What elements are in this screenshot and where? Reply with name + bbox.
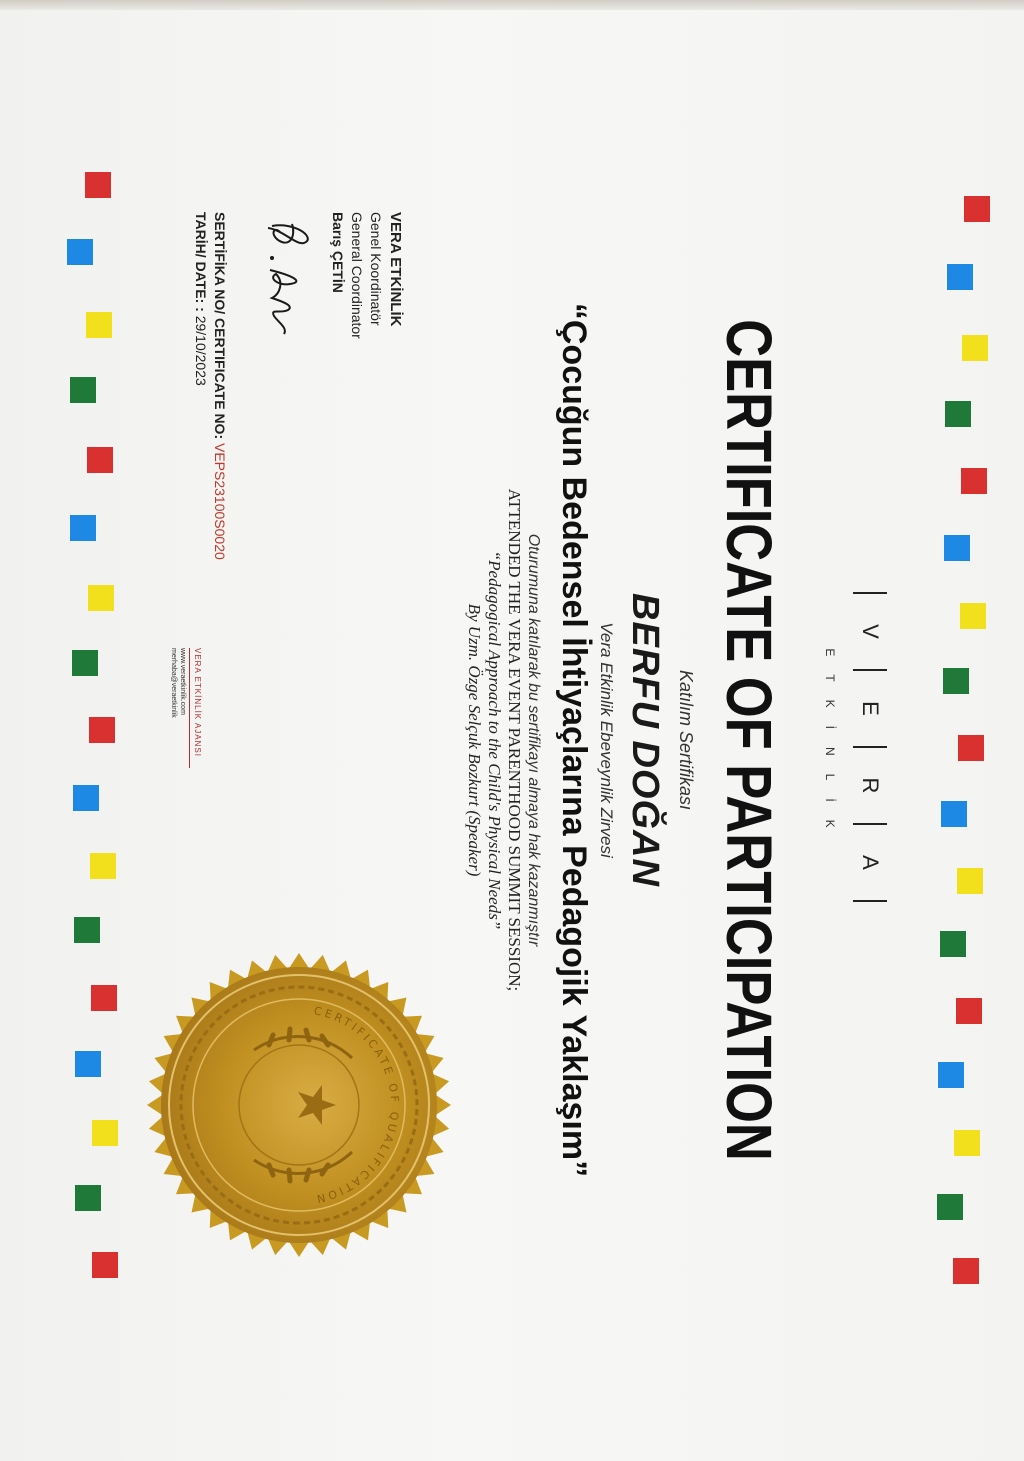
- session-title: “Çocuğun Bedensel İhtiyaçlarına Pedagojik Yaklaşım”: [555, 302, 593, 1178]
- logo-divider: [853, 900, 887, 902]
- attendance-statement-tr: Oturumuna katılarak bu sertifikayı almaya hak kazanmıştır: [525, 533, 542, 947]
- seal-text-path: CERTIFICATE OF QUALIFICATION: [312, 1004, 402, 1206]
- signatory-block: [182, 212, 412, 632]
- agency-divider: [189, 648, 190, 768]
- speaker-line: By Uzm. Özge Selçuk Bozkurt (Speaker): [465, 603, 484, 877]
- logo-letter: A: [858, 855, 883, 870]
- date-label: TARİH/ DATE: :: [193, 212, 209, 312]
- signatory-org: VERA ETKİNLİK: [387, 212, 404, 327]
- gold-seal-icon: [144, 950, 454, 1260]
- agency-website: www.veraetkinlik.com: [179, 648, 186, 715]
- certificate-number-label: SERTİFİKA NO/ CERTIFICATE NO:: [212, 212, 228, 440]
- agency-contact: [152, 648, 202, 848]
- agency-name: VERA ETKİNLİK AJANSI: [193, 648, 202, 757]
- certificate-number-line: [212, 212, 228, 560]
- signatory-role-en: General Coordinator: [349, 212, 365, 339]
- logo-letter: E: [858, 701, 883, 716]
- logo-divider: [853, 746, 887, 748]
- certificate-title: CERTIFICATE OF PARTICIPATION: [713, 319, 785, 1161]
- signatory-name: Barış ÇETİN: [330, 212, 346, 293]
- event-name: Vera Etkinlik Ebeveynlik Zirvesi: [597, 622, 616, 858]
- session-title-en: “Pedagogical Approach to the Child's Physical Needs”: [485, 550, 504, 930]
- logo-divider: [853, 669, 887, 671]
- logo-divider: [853, 823, 887, 825]
- handwritten-signature: [254, 212, 324, 352]
- logo-letter: V: [858, 624, 883, 639]
- signatory-role-tr: Genel Koordinatör: [368, 212, 384, 326]
- vera-logo: [803, 592, 893, 902]
- logo-letter: R: [858, 777, 883, 794]
- logo-subtitle: ETKİNLİK: [823, 648, 837, 846]
- certificate-date: 29/10/2023: [193, 315, 209, 386]
- date-line: [193, 212, 209, 386]
- logo-divider: [853, 592, 887, 594]
- certificate-subtitle: Katılım Sertifikası: [676, 669, 696, 811]
- certificate-number: VEPS23100S0020: [212, 443, 228, 560]
- agency-email: merhaba@veraetkinlik: [170, 648, 177, 718]
- logo-letters: [847, 592, 893, 902]
- recipient-name: BERFU DOĞAN: [624, 593, 666, 887]
- attendance-statement-en: ATTENDED THE VERA EVENT PARENTHOOD SUMMIT SESSION;: [505, 488, 524, 992]
